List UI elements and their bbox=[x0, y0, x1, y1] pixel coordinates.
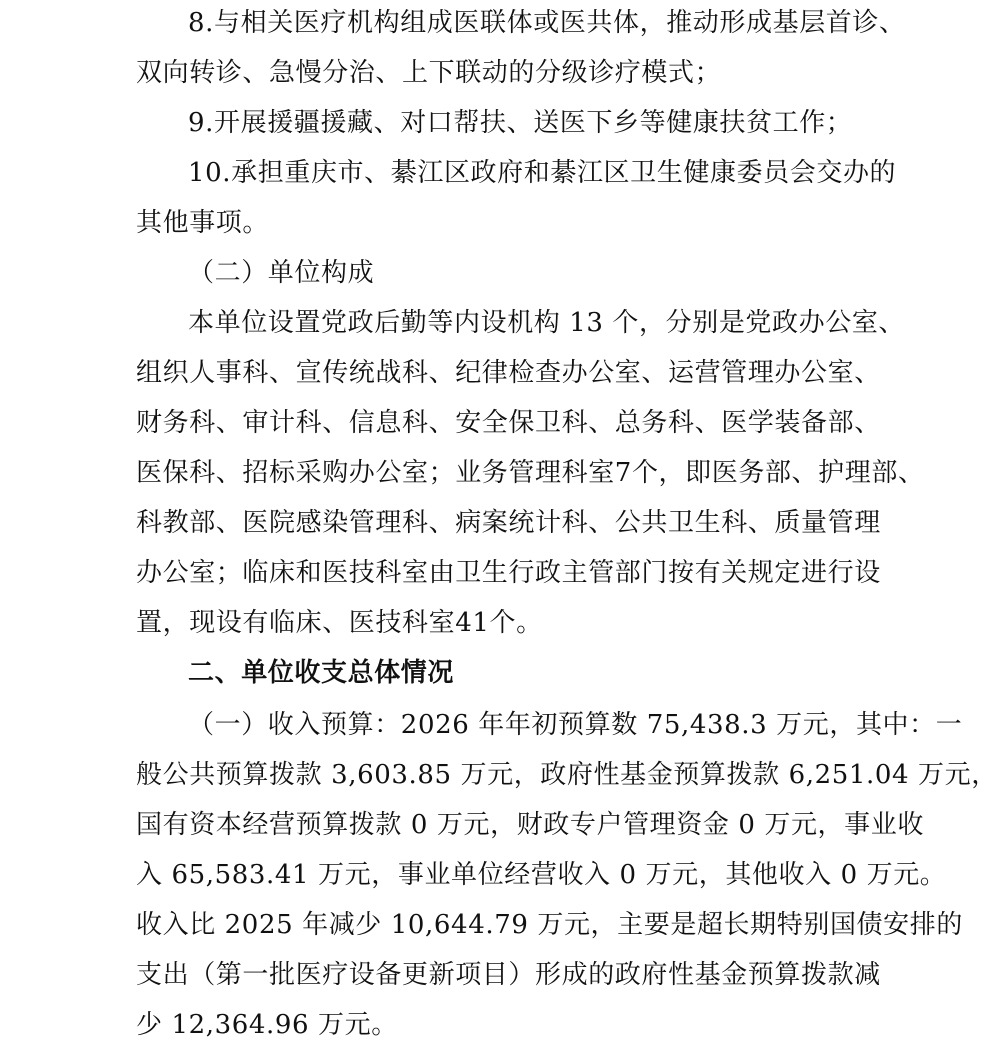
paragraph-line: 其他事项。 bbox=[136, 208, 270, 238]
paragraph-line: 少 12,364.96 万元。 bbox=[136, 1010, 398, 1040]
paragraph-line: 双向转诊、急慢分治、上下联动的分级诊疗模式； bbox=[136, 58, 722, 88]
paragraph-line: 入 65,583.41 万元，事业单位经营收入 0 万元，其他收入 0 万元。 bbox=[136, 860, 947, 890]
paragraph-line: 国有资本经营预算拨款 0 万元，财政专户管理资金 0 万元，事业收 bbox=[136, 810, 924, 840]
paragraph-line: 收入比 2025 年减少 10,644.79 万元，主要是超长期特别国债安排的 bbox=[136, 910, 963, 940]
paragraph-line: 办公室；临床和医技科室由卫生行政主管部门按有关规定进行设 bbox=[136, 558, 881, 588]
paragraph-line: 医保科、招标采购办公室；业务管理科室7个，即医务部、护理部、 bbox=[136, 458, 925, 488]
paragraph-line: （一）收入预算：2026 年年初预算数 75,438.3 万元，其中：一 bbox=[188, 710, 963, 740]
paragraph-line: 财务科、审计科、信息科、安全保卫科、总务科、医学装备部、 bbox=[136, 408, 881, 438]
paragraph-line: 般公共预算拨款 3,603.85 万元，政府性基金预算拨款 6,251.04 万元， bbox=[136, 760, 998, 790]
paragraph-line: 支出（第一批医疗设备更新项目）形成的政府性基金预算拨款减 bbox=[136, 960, 881, 990]
paragraph-line: 组织人事科、宣传统战科、纪律检查办公室、运营管理办公室、 bbox=[136, 358, 881, 388]
section-heading: （二）单位构成 bbox=[188, 258, 375, 288]
paragraph-line: 置，现设有临床、医技科室41个。 bbox=[136, 608, 543, 638]
paragraph-line: 科教部、医院感染管理科、病案统计科、公共卫生科、质量管理 bbox=[136, 508, 881, 538]
paragraph-line: 本单位设置党政后勤等内设机构 13 个，分别是党政办公室、 bbox=[188, 308, 906, 338]
paragraph-line: 10.承担重庆市、綦江区政府和綦江区卫生健康委员会交办的 bbox=[188, 158, 897, 188]
chapter-heading: 二、单位收支总体情况 bbox=[188, 658, 455, 688]
paragraph-line: 9.开展援疆援藏、对口帮扶、送医下乡等健康扶贫工作； bbox=[188, 108, 853, 138]
paragraph-line: 8.与相关医疗机构组成医联体或医共体，推动形成基层首诊、 bbox=[188, 8, 906, 38]
